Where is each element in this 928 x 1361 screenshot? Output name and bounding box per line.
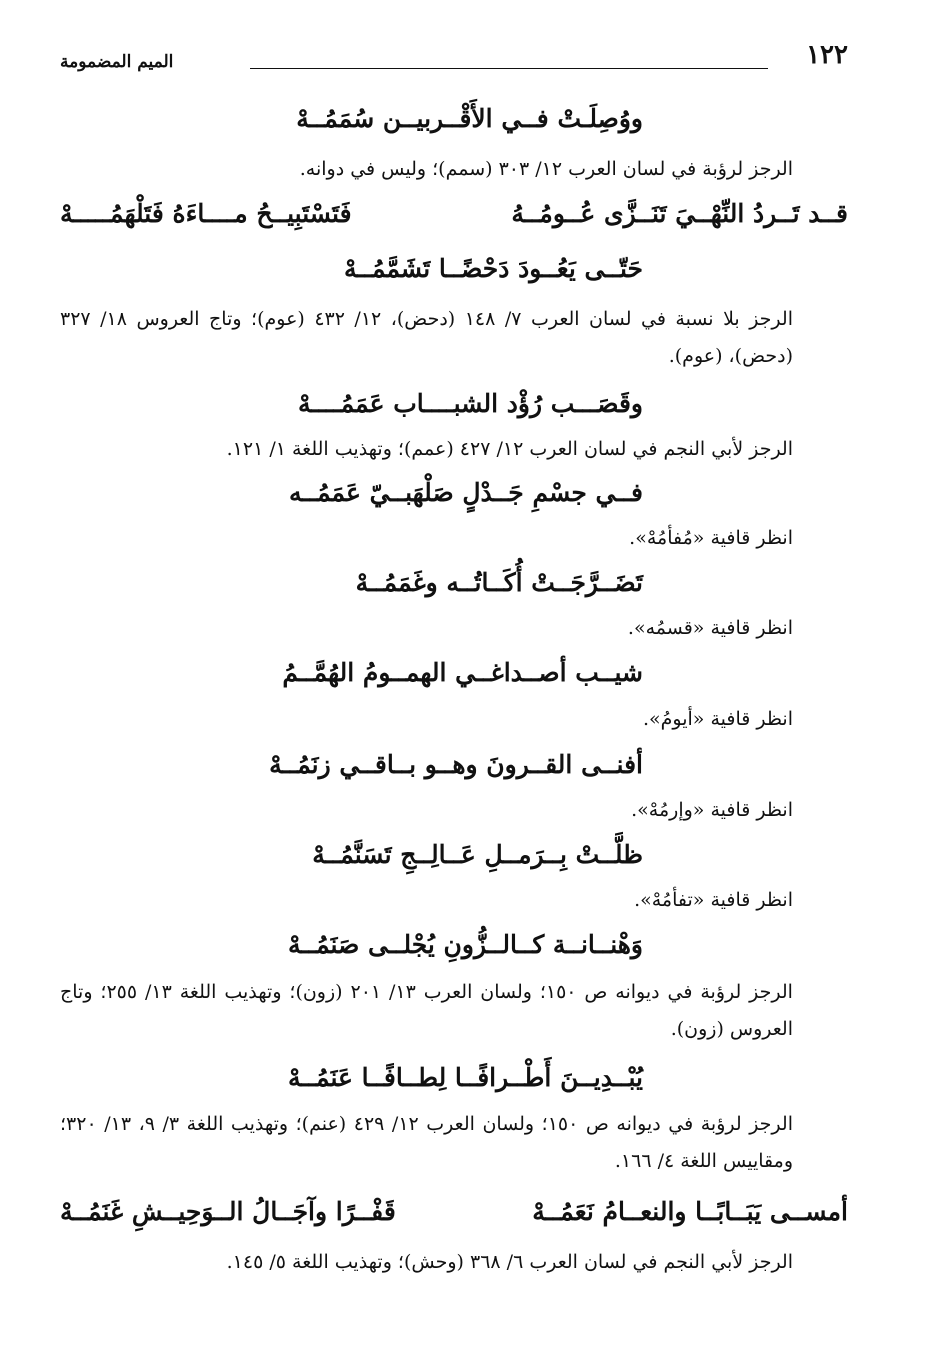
verse-line: شيــب أصــداغــي الهمــومُ الهُمَّــمُ — [282, 658, 643, 687]
verse-note: انظر قافية «وإرمُهْ». — [631, 799, 793, 821]
verse-note: الرجز لرؤبة في ديوانه ص ١٥٠؛ ولسان العرب ١٣/ ٢٠١ (زون)؛ وتهذيب اللغة ١٣/ ٢٥٥؛ وتاج العروس (زون). — [60, 981, 793, 1040]
verse-line-two-hemistichs — [60, 199, 848, 228]
first-hemistich: قــد تَــردُ النِّهْــيَ تَنَــزَّى عُــومُــهُ — [511, 199, 848, 228]
verse-line: فــي جسْمِ جَــدْلٍ صَلْهَبــيّ عَمَمُــه — [289, 478, 643, 507]
verse-line: ظلَّــتْ بِــرَمــلِ عَــالِــجِ تَسَنَّمُــهْ — [312, 840, 643, 869]
verse-note: الرجز لرؤبة في لسان العرب ١٢/ ٣٠٣ (سمم)؛ وليس في دوانه. — [299, 158, 793, 180]
second-hemistich: فَتَسْتَبِيــحُ مــــاءَهُ فَتَلْهَمُـــــهْ — [60, 199, 352, 228]
verse-note: انظر قافية «أيومُ». — [642, 708, 793, 730]
verse-line: ووُصِلَـتْ فــي الأَقْــربيــن سُمَمُــهْ — [296, 104, 643, 133]
header-rule — [250, 68, 768, 69]
verse-note: انظر قافية «قسمُه». — [627, 617, 793, 639]
verse-note: انظر قافية «تفأمُهْ». — [634, 889, 793, 911]
verse-line-two-hemistichs — [60, 1197, 848, 1226]
page-header — [60, 40, 848, 80]
verse-note: الرجز لرؤبة في ديوانه ص ١٥٠؛ ولسان العرب ١٢/ ٤٢٩ (عنم)؛ وتهذيب اللغة ٣/ ٩، ١٣/ ٣٢٠؛ ومقاييس اللغة ٤/ ١٦٦. — [60, 1113, 793, 1172]
verse-note: الرجز بلا نسبة في لسان العرب ٧/ ١٤٨ (دحض)، ١٢/ ٤٣٢ (عوم)؛ وتاج العروس ١٨/ ٣٢٧ (دحض)، (عوم). — [60, 308, 793, 367]
verse-note: الرجز لأبي النجم في لسان العرب ١٢/ ٤٢٧ (عمم)؛ وتهذيب اللغة ١/ ١٢١. — [226, 438, 793, 460]
verse-line: وَهْنــانــة كــالــزُّونِ يُجْلــى صَنَمُــهْ — [288, 930, 643, 959]
second-hemistich: قَفْــرًا وآجَــالُ الــوَحِيــشِ غَنَمُــهْ — [60, 1197, 396, 1226]
verse-line: تَضَــرَّجَــتْ أُكَــاتُــه وغَمَمُــهْ — [355, 568, 643, 597]
verse-line: حَتّــى يَعُــودَ دَحْضًــا تَشَمَّمُــهْ — [343, 254, 643, 283]
first-hemistich: أمســى يَبَــابًــا والنعــامُ نَعَمُــهْ — [532, 1197, 848, 1226]
running-title: الميم المضمومة — [60, 52, 174, 72]
verse-line: وقَصَـــب رُؤْد الشبــــاب عَمَمُــــهْ — [298, 389, 643, 418]
verse-note: الرجز لأبي النجم في لسان العرب ٦/ ٣٦٨ (وحش)؛ وتهذيب اللغة ٥/ ١٤٥. — [226, 1251, 793, 1273]
verse-line: يُبْــدِيــنَ أَطْــرافًــا لِطــافًــا عَنَمُــهْ — [287, 1063, 643, 1092]
verse-note: انظر قافية «مُفأمُهْ». — [629, 527, 793, 549]
page-number: ١٢٢ — [806, 40, 848, 70]
verse-line: أفنــى القــرونَ وهــو بــاقــي زنَمُــهْ — [269, 750, 643, 779]
